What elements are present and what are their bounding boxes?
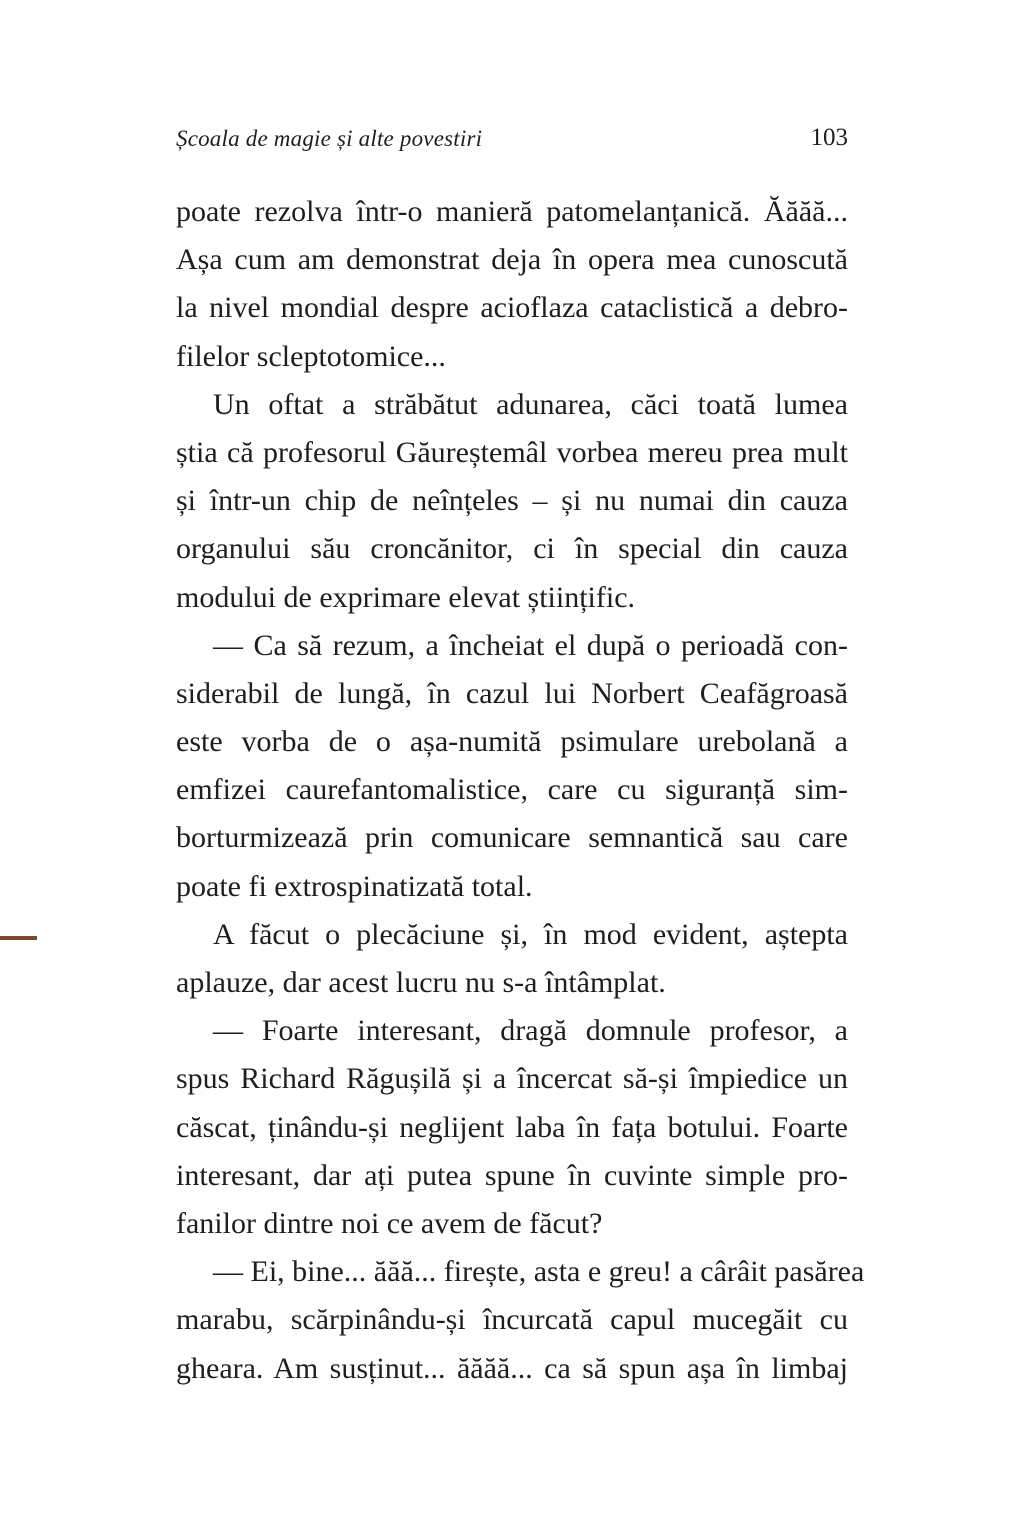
text-line: aplauze, dar acest lucru nu s-a întâmplat. xyxy=(176,966,666,999)
text-line: poate fi extrospinatizată total. xyxy=(176,869,533,903)
text-line: marabu, scărpinându-și încurcată capul mucegăit cu xyxy=(176,1303,848,1337)
page-number: 103 xyxy=(810,124,848,151)
text-line: siderabil de lungă, în cazul lui Norbert Ceafăgroasă xyxy=(176,676,848,710)
text-line: Așa cum am demonstrat deja în opera mea cunoscută xyxy=(176,243,848,277)
text-line: și într-un chip de neînțeles – și nu numai din cauza xyxy=(176,484,848,518)
text-line: căscat, ținându-și neglijent laba în fața botului. Foarte xyxy=(176,1110,848,1144)
text-line: este vorba de o așa-numită psimulare urebolană a xyxy=(176,725,848,759)
text-line: Un oftat a străbătut adunarea, căci toată lumea xyxy=(213,387,848,421)
running-title: Școala de magie și alte povestiri xyxy=(176,126,483,151)
page-header xyxy=(176,120,848,160)
text-line: filelor scleptotomice... xyxy=(176,339,446,373)
text-line: modului de exprimare elevat științific. xyxy=(176,580,636,614)
text-line: știa că profesorul Găureștemâl vorbea mereu prea mult xyxy=(176,435,848,469)
text-line: interesant, dar ați putea spune în cuvinte simple pro- xyxy=(176,1158,848,1192)
text-line: — Ca să rezum, a încheiat el după o perioadă con- xyxy=(213,628,848,662)
text-line: organului său croncănitor, ci în special din cauza xyxy=(176,532,848,566)
text-line: poate rezolva într-o manieră patomelanțanică. Ăăăă... xyxy=(176,195,848,228)
text-line: gheara. Am susținut... ăăăă... ca să spun așa în limbaj xyxy=(176,1351,848,1385)
text-line: spus Richard Răgușilă și a încercat să-și împiedice un xyxy=(176,1062,848,1096)
body-text xyxy=(176,188,865,1393)
text-line: emfizei caurefantomalistice, care cu siguranță sim- xyxy=(176,773,848,807)
text-line: borturmizează prin comunicare semnantică sau care xyxy=(176,821,848,855)
text-line: A făcut o plecăciune și, în mod evident, aștepta xyxy=(213,917,848,951)
text-line: — Ei, bine... ăăă... firește, asta e greu! a cârâit pasărea xyxy=(213,1255,865,1289)
text-line: — Foarte interesant, dragă domnule profesor, a xyxy=(213,1014,848,1048)
text-line: la nivel mondial despre acioflaza cataclistică a debro- xyxy=(176,291,848,325)
edge-marker xyxy=(0,936,37,940)
text-line: fanilor dintre noi ce avem de făcut? xyxy=(176,1206,603,1240)
